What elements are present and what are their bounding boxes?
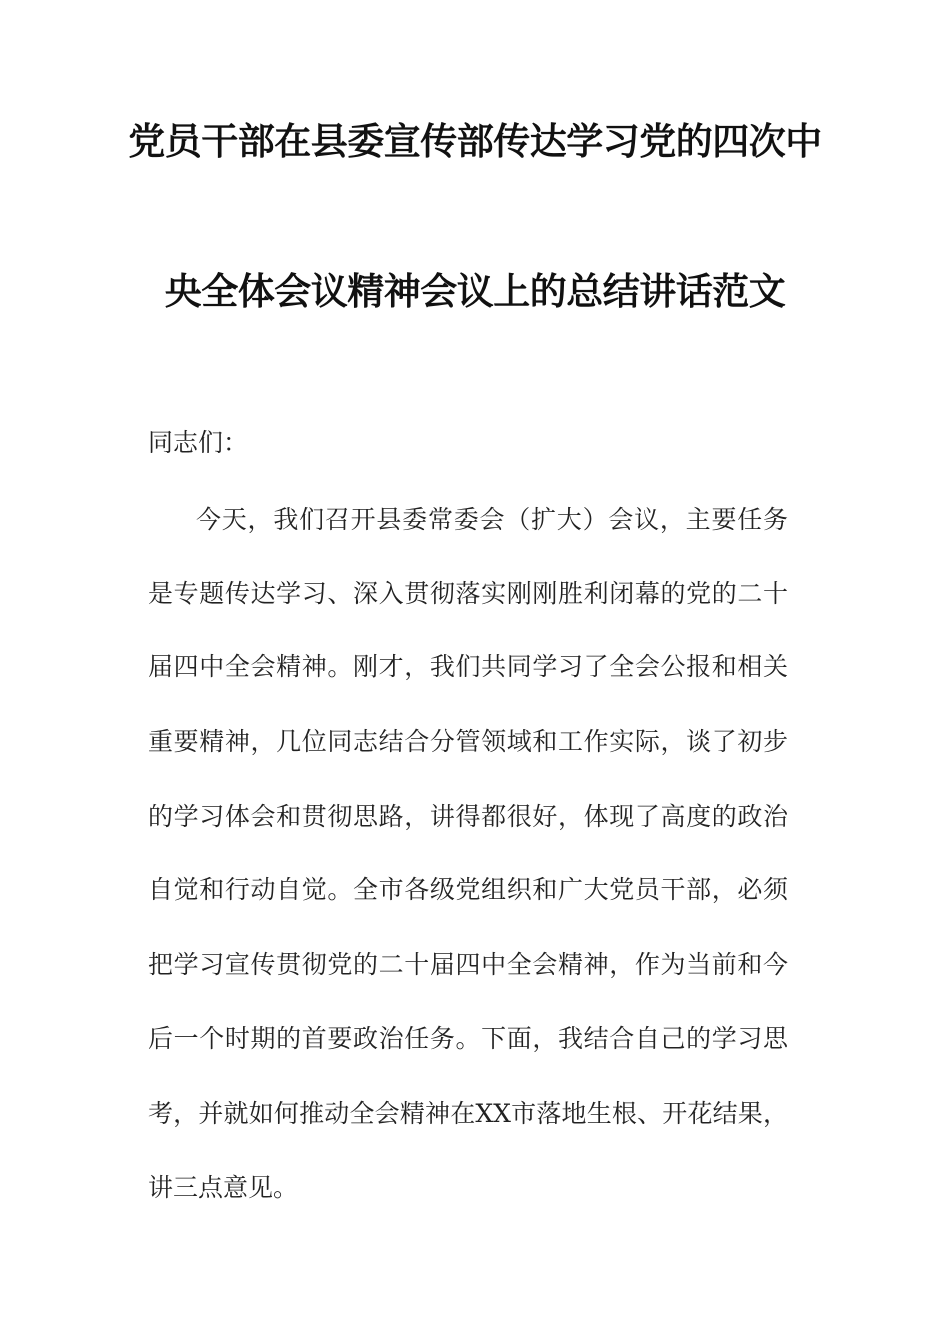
salutation: 同志们： — [148, 428, 249, 457]
paragraph-line: 是专题传达学习、深入贯彻落实刚刚胜利闭幕的党的二十 — [148, 579, 788, 608]
paragraph-line: 考，并就如何推动全会精神在XX市落地生根、开花结果， — [148, 1099, 788, 1128]
paragraph-line: 把学习宣传贯彻党的二十届四中全会精神，作为当前和今 — [148, 950, 788, 979]
paragraph-line: 届四中全会精神。刚才，我们共同学习了全会公报和相关 — [148, 652, 788, 681]
paragraph-line: 自觉和行动自觉。全市各级党组织和广大党员干部，必须 — [148, 875, 788, 904]
document-title-line-1: 党员干部在县委宣传部传达学习党的四次中 — [128, 120, 822, 163]
paragraph-line: 后一个时期的首要政治任务。下面，我结合自己的学习思 — [148, 1024, 788, 1053]
paragraph-line: 讲三点意见。 — [148, 1173, 299, 1202]
paragraph-line: 的学习体会和贯彻思路，讲得都很好，体现了高度的政治 — [148, 802, 788, 831]
paragraph-line: 今天，我们召开县委常委会（扩大）会议，主要任务 — [196, 505, 788, 534]
paragraph-line: 重要精神，几位同志结合分管领域和工作实际，谈了初步 — [148, 727, 788, 756]
document-title-line-2: 央全体会议精神会议上的总结讲话范文 — [164, 270, 786, 313]
